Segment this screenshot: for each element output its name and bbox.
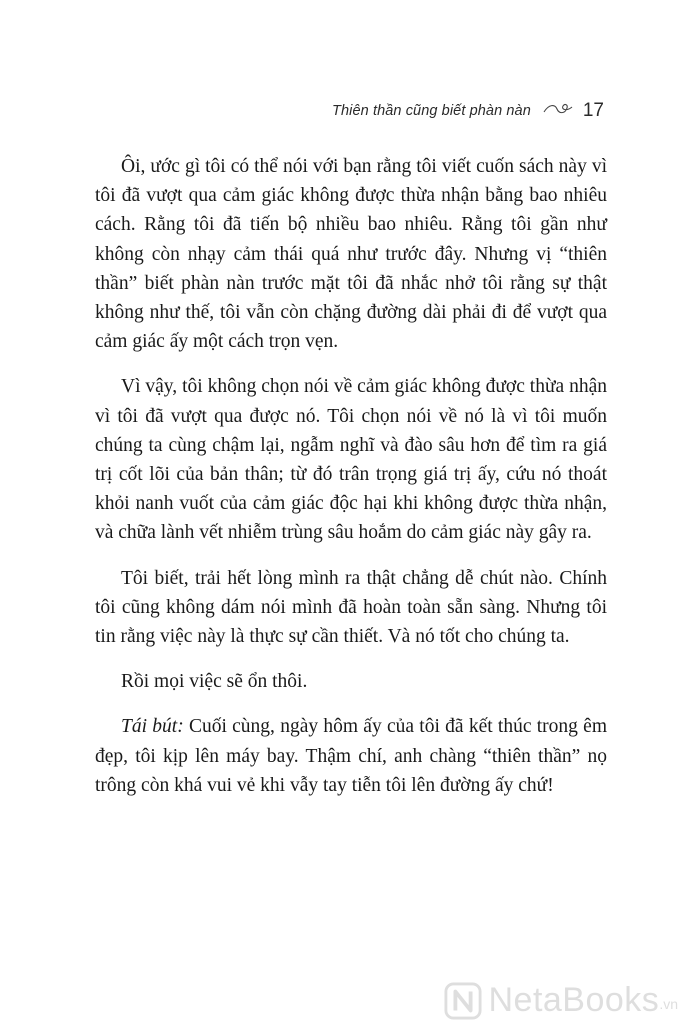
paragraph: Vì vậy, tôi không chọn nói về cảm giác không được thừa nhận vì tôi đã vượt qua được nó. Tôi chọn nói về nó là vì tôi muốn chúng ta cùng chậm lại, ngẫm nghĩ và đào sâu hơn để tìm ra giá trị cốt lõi của bản thân; từ đó trân trọng giá trị ấy, cứu nó thoát khỏi nanh vuốt của cảm giác độc hại khi không được thừa nhận, và chữa lành vết nhiễm trùng sâu hoắm do cảm giác này gây ra.: [95, 376, 607, 544]
watermark: [444, 981, 678, 1020]
watermark-brand: NetaBooks: [488, 981, 660, 1019]
postscript-paragraph: [95, 712, 607, 800]
running-head: [332, 100, 604, 122]
watermark-suffix: .vn: [659, 996, 678, 1012]
postscript-label: Tái bút:: [121, 716, 184, 738]
paragraph: Rồi mọi việc sẽ ổn thôi.: [121, 671, 308, 693]
paragraph: Ôi, ước gì tôi có thể nói với bạn rằng tôi viết cuốn sách này vì tôi đã vượt qua cảm giác không được thừa nhận bằng bao nhiêu cách. Rằng tôi đã tiến bộ nhiều bao nhiêu. Rằng tôi gần như không còn nhạy cảm thái quá như trước đây. Nhưng vị “thiên thần” biết phàn nàn trước mặt tôi đã nhắc nhở tôi rằng sự thật không như thế, tôi vẫn còn chặng đường dài phải đi để vượt qua cảm giác ấy một cách trọn vẹn.: [95, 156, 607, 353]
paragraph: Tôi biết, trải hết lòng mình ra thật chẳng dễ chút nào. Chính tôi cũng không dám nói mình đã hoàn toàn sẵn sàng. Nhưng tôi tin rằng việc này là thực sự cần thiết. Và nó tốt cho chúng ta.: [95, 567, 607, 648]
flourish-icon: [543, 102, 573, 121]
netabooks-logo-icon: [444, 982, 482, 1020]
postscript-text: Cuối cùng, ngày hôm ấy của tôi đã kết thúc trong êm đẹp, tôi kịp lên máy bay. Thậm chí, anh chàng “thiên thần” nọ trông còn khá vui vẻ khi vẫy tay tiễn tôi lên đường ấy chứ!: [95, 716, 607, 796]
running-title: Thiên thần cũng biết phàn nàn: [332, 103, 531, 119]
body-text: [95, 152, 607, 816]
page-number: 17: [582, 100, 604, 121]
